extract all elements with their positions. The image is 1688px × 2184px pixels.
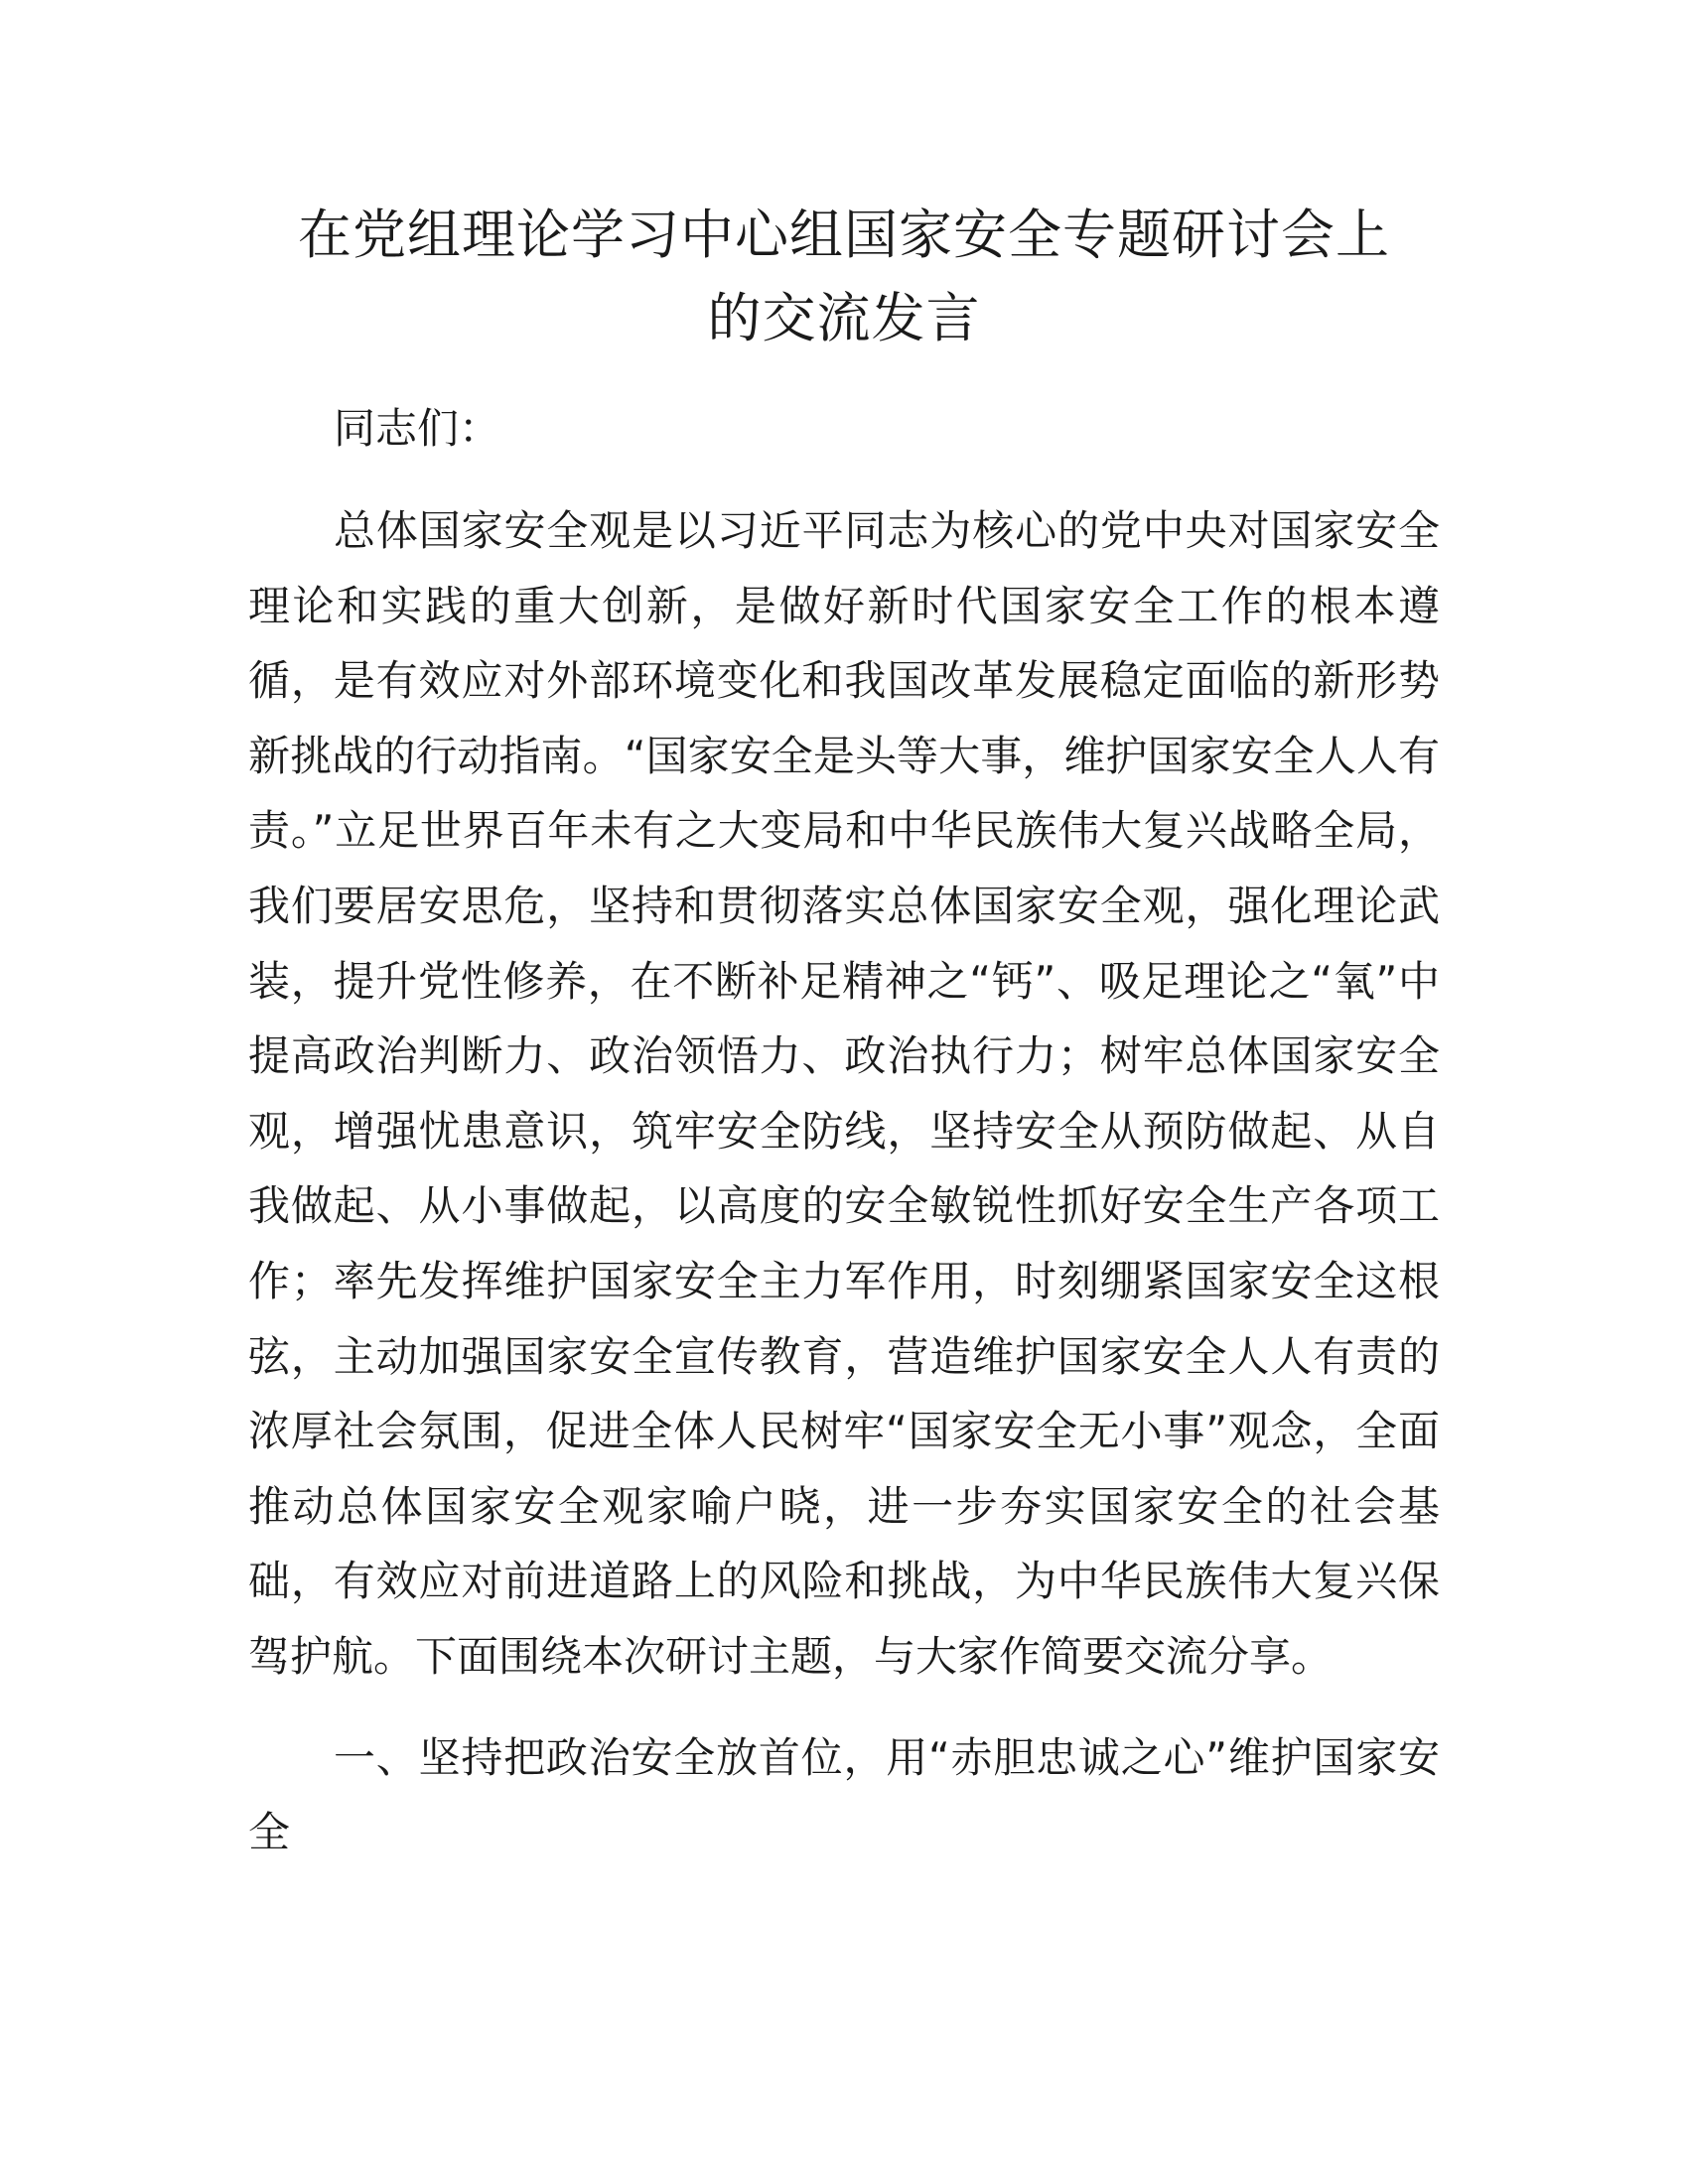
document-title xyxy=(248,194,1440,360)
document-page xyxy=(248,194,1440,1870)
body-paragraph: 总体国家安全观是以习近平同志为核心的党中央对国家安全理论和实践的重大创新，是做好新时代国家安全工作的根本遵循，是有效应对外部环境变化和我国改革发展稳定面临的新形势新挑战的行动指南。“国家安全是头等大事，维护国家安全人人有责。”立足世界百年未有之大变局和中华民族伟大复兴战略全局，我们要居安思危，坚持和贯彻落实总体国家安全观，强化理论武装，提升党性修养，在不断补足精神之“钙”、吸足理论之“氧”中提高政治判断力、政治领悟力、政治执行力；树牢总体国家安全观，增强忧患意识，筑牢安全防线，坚持安全从预防做起、从自我做起、从小事做起，以高度的安全敏锐性抓好安全生产各项工作；率先发挥维护国家安全主力军作用，时刻绷紧国家安全这根弦，主动加强国家安全宣传教育，营造维护国家安全人人有责的浓厚社会氛围，促进全体人民树牢“国家安全无小事”观念，全面推动总体国家安全观家喻户晓，进一步夯实国家安全的社会基础，有效应对前进道路上的风险和挑战，为中华民族伟大复兴保驾护航。下面围绕本次研讨主题，与大家作简要交流分享。 xyxy=(248,506,1440,1681)
title-line-1: 在党组理论学习中心组国家安全专题研讨会上 xyxy=(298,204,1390,266)
salutation: 同志们： xyxy=(334,404,501,453)
title-line-2: 的交流发言 xyxy=(707,287,981,349)
section-heading: 一、坚持把政治安全放首位，用“赤胆忠诚之心”维护国家安全 xyxy=(248,1732,1440,1857)
